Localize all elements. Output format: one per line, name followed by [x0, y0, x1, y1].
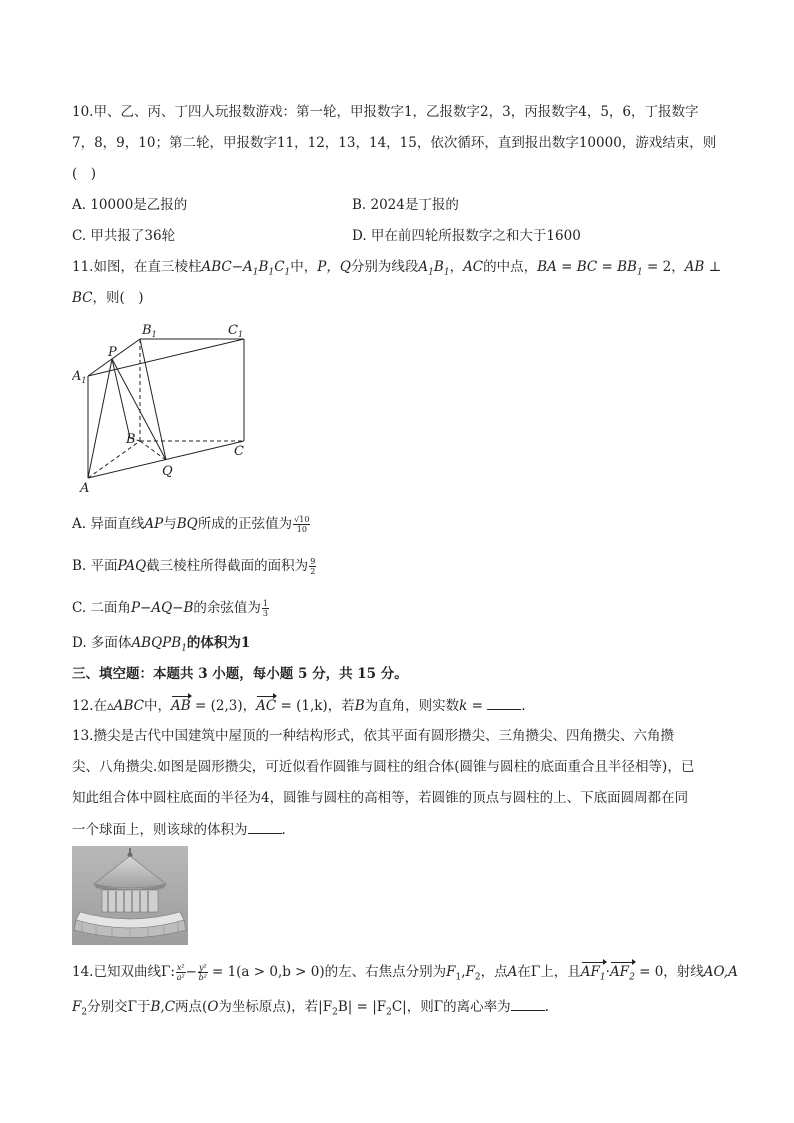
q10-option-d: D. 甲在前四轮所报数字之和大于1600	[352, 228, 581, 244]
q13-line4: 一个球面上，则该球的体积为 .	[72, 819, 286, 840]
label-a1: $A_1$	[72, 369, 87, 385]
q10-line2: 7，8，9，10；第二轮，甲报数字11，12，13，14，15，依次循环，直到报出数字10000，游戏结束，则	[72, 135, 717, 151]
q13-line2: 尖、八角攒尖.如图是圆形攒尖，可近似看作圆锥与圆柱的组合体(圆锥与圆柱的底面重合且半径相等)，已	[72, 759, 695, 775]
q10-option-c: C. 甲共报了36轮	[72, 228, 176, 244]
q10-option-b: B. 2024是丁报的	[352, 197, 459, 213]
q11-option-a: A. 异面直线AP与BQ所成的正弦值为 $\frac{√10}{10}$	[72, 515, 310, 534]
q14-line1: 14.已知双曲线Γ: $\frac{\text{x²}}{\text{a²}}$ − $\frac{\text{y²}}{\text{b²}}$ = 1(a > 0,b > 0)的左、右焦点分别为$F_1,F_2$，点A在Γ上，且$AF_1\cdot AF_2 = 0$，射线AO,A	[72, 962, 738, 988]
label-b1: $B_1$	[142, 323, 157, 339]
q12-answer-blank[interactable]	[487, 695, 521, 710]
q11-option-b: B. 平面PAQ截三棱柱所得截面的面积为 $\frac{9}{2}$	[72, 557, 316, 576]
segment-p-q	[112, 359, 166, 460]
segment-p-b	[112, 359, 130, 438]
q14-answer-blank[interactable]	[511, 996, 545, 1011]
segment-p-a	[88, 359, 112, 478]
label-p: P	[108, 345, 117, 360]
q11-line1: 11.如图，在直三棱柱$ABC-A_1B_1C_1$中，P，Q分别为线段$A_1B_1$，AC的中点，BA = BC = $BB_1 = 2$，AB ⊥	[72, 259, 722, 278]
q10-line3: ( )	[72, 166, 97, 182]
q13-line1: 13.攒尖是古代中国建筑中屋顶的一种结构形式，依其平面有圆形攒尖、三角攒尖、四角攒尖、六角攒	[72, 728, 674, 744]
q11-option-d: D. 多面体$ABQPB_1$的体积为1	[72, 635, 251, 654]
q11-option-c: C. 二面角P−AQ−B的余弦值为 $\frac{1}{3}$	[72, 599, 268, 618]
segment-b1-q	[140, 339, 166, 460]
q14-line2: $F_2$分别交Γ于B,C两点(O为坐标原点)，若$|F_2B| = |F_2C|$，则Γ的离心率为 .	[72, 996, 549, 1023]
pavilion-photo	[72, 846, 188, 945]
label-q: Q	[162, 464, 173, 479]
label-a: A	[80, 481, 90, 496]
prism-figure	[72, 318, 262, 498]
q11-line2: BC，则( )	[72, 290, 144, 306]
q12-line: 12.在▵ABC中，AB = (2,3)，AC = (1,k)，若B为直角，则实数k = .	[72, 695, 526, 716]
q10-line1: 10.甲、乙、丙、丁四人玩报数游戏：第一轮，甲报数字1，乙报数字2，3，丙报数字4，5，6，丁报数字	[72, 104, 699, 120]
label-c1: $C_1$	[228, 323, 244, 339]
label-c: C	[234, 444, 244, 459]
q13-line3: 知此组合体中圆柱底面的半径为4，圆锥与圆柱的高相等，若圆锥的顶点与圆柱的上、下底面圆周都在同	[72, 790, 689, 806]
section-heading: 三、填空题：本题共 3 小题，每小题 5 分，共 15 分。	[72, 666, 408, 682]
label-b: B	[126, 432, 136, 447]
q13-answer-blank[interactable]	[248, 819, 282, 834]
q10-option-a: A. 10000是乙报的	[72, 197, 188, 213]
